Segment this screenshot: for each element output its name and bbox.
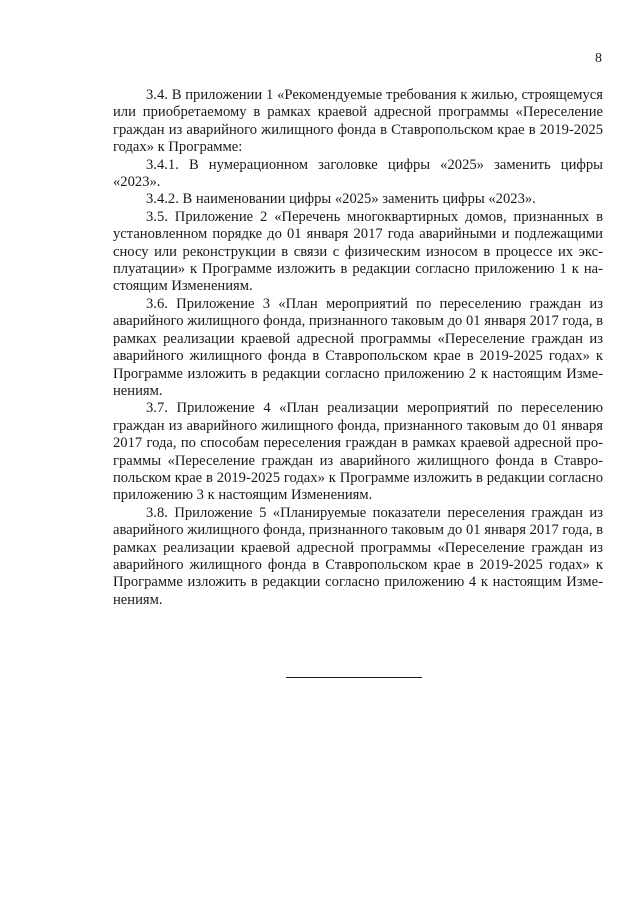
- paragraph-3-4-1: 3.4.1. В нумерационном заголовке цифры «2025» заменить цифры «2023».: [113, 156, 603, 191]
- paragraph-3-8: 3.8. Приложение 5 «Планируемые показатели переселения граждан из аварийного жилищного фонда, признанного таковым до 01 января 2017 года, в рамках реализации краевой адресной программы «Переселение граждан из аварийного жилищного фонда в Ставропольском крае в 2019-2025 годах» к Программе изложить в редакции согласно приложению 4 к настоящим Изменениям.: [113, 504, 604, 608]
- page-number: 8: [595, 51, 602, 66]
- paragraph-3-5: 3.5. Приложение 2 «Перечень многоквартирных домов, признанных в установленном порядке до 01 января 2017 года аварийными и подлежащими сносу или реконструкции в связи с физическим износом в процессе их эксплуатации» к Программе изложить в редакции согласно приложению 1 к настоящим Изменениям.: [113, 208, 603, 295]
- paragraph-3-4-2: 3.4.2. В наименовании цифры «2025» заменить цифры «2023».: [146, 191, 536, 208]
- paragraph-3-6: 3.6. Приложение 3 «План мероприятий по переселению граждан из аварийного жилищного фонда, признанного таковым до 01 января 2017 года, в рамках реализации краевой адресной программы «Переселение граждан из аварийного жилищного фонда в Ставропольском крае в 2019-2025 годах» к Программе изложить в редакции согласно приложению 2 к настоящим Изменениям.: [113, 295, 604, 399]
- paragraph-3-7: 3.7. Приложение 4 «План реализации мероприятий по переселению граждан из аварийного жилищного фонда, признанного таковым до 01 января 2017 года, по способам переселения граждан в рамках краевой адресной программы «Переселение граждан из аварийного жилищного фонда в Ставропольском крае в 2019-2025 годах» к Программе изложить в редакции согласно приложению 3 к настоящим Изменениям.: [113, 400, 603, 504]
- paragraph-3-4: 3.4. В приложении 1 «Рекомендуемые требования к жилью, строящемуся или приобретаемому в рамках краевой адресной программы «Переселение граждан из аварийного жилищного фонда в Ставропольском крае в 2019-2025 годах» к Программе:: [113, 87, 603, 156]
- document-body: [113, 87, 603, 609]
- closing-rule: [286, 677, 422, 678]
